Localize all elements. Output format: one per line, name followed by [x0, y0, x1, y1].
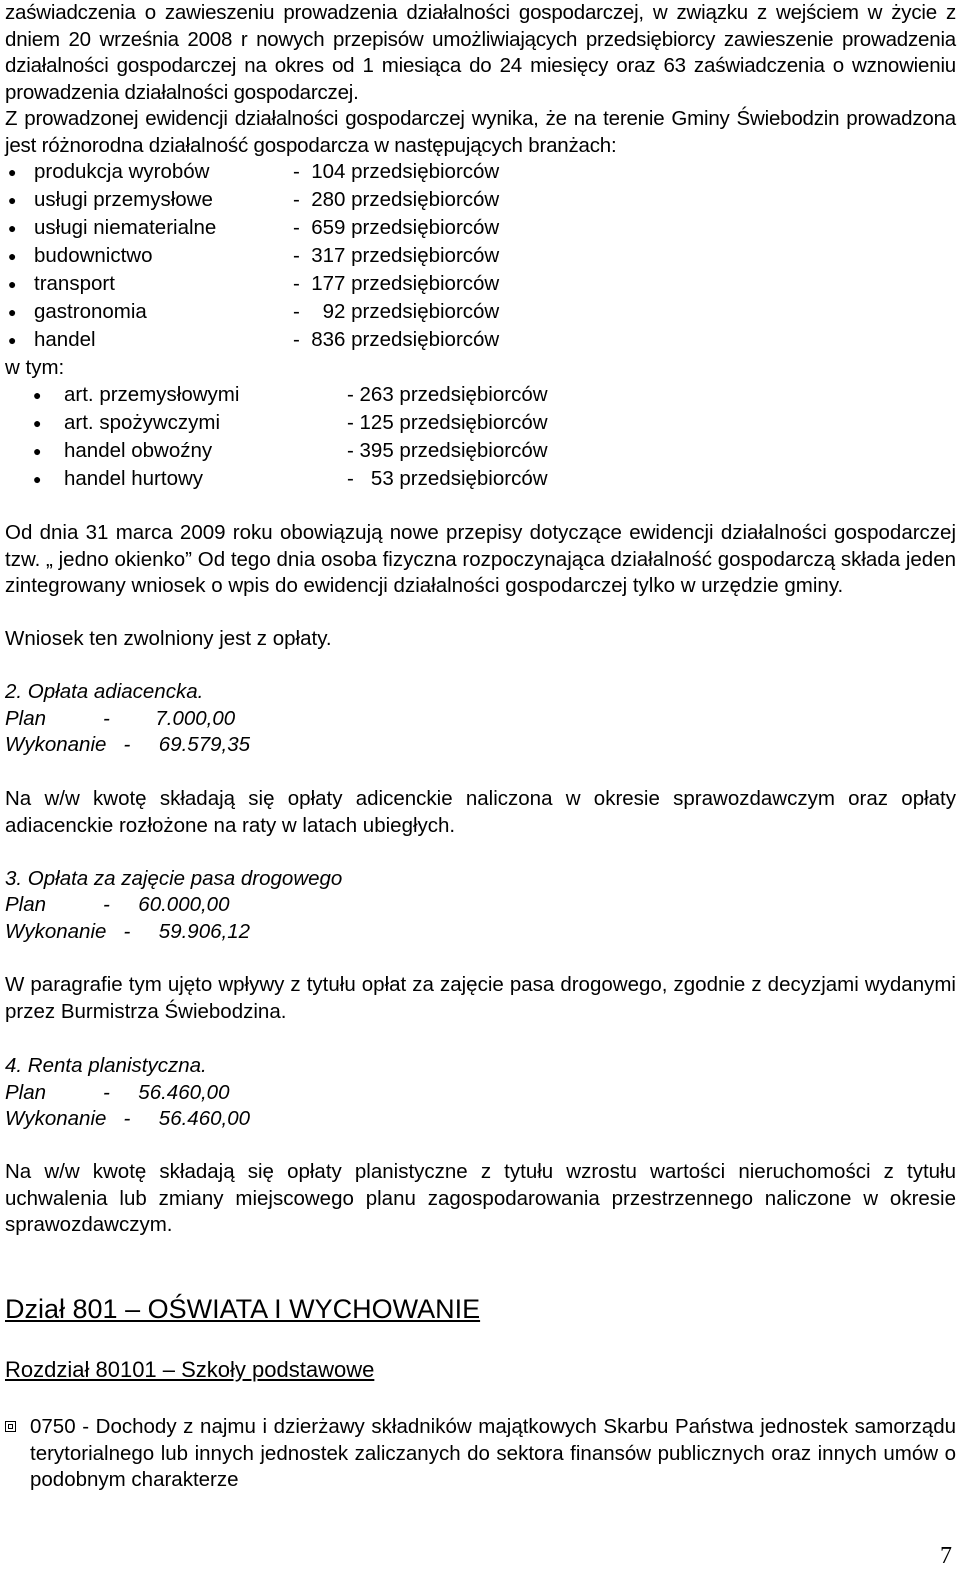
section2-title: 2. Opłata adiacencka. — [5, 680, 204, 703]
section2-plan: Plan - 7.000,00 — [5, 707, 236, 730]
branch-name: usługi przemysłowe — [34, 188, 213, 211]
w-tym-label: w tym: — [5, 356, 65, 379]
branch-count: - 317 przedsiębiorców — [293, 244, 500, 267]
branch-count: - 177 przedsiębiorców — [293, 272, 500, 295]
list-item — [5, 409, 956, 437]
intro-paragraph-branches: Z prowadzonej ewidencji działalności gospodarczej wynika, że na terenie Gminy Świebodzin prowadzona jest różnorodna działalność gospodarcza w następujących branżach: — [5, 107, 956, 157]
list-item — [5, 298, 956, 326]
dzial-heading: Dział 801 – OŚWIATA I WYCHOWANIE — [5, 1294, 481, 1324]
sub-branch-count: - 395 przedsiębiorców — [347, 439, 548, 462]
section3-title: 3. Opłata za zajęcie pasa drogowego — [5, 867, 343, 890]
list-item — [5, 437, 956, 465]
branch-name: usługi niematerialne — [34, 216, 217, 239]
list-item — [5, 465, 956, 493]
branch-count: - 659 przedsiębiorców — [293, 216, 500, 239]
branch-name: handel — [34, 328, 96, 351]
branch-name: transport — [34, 272, 115, 295]
branch-name: gastronomia — [34, 300, 147, 323]
income-item-0750 — [5, 1414, 956, 1494]
section3-execution: Wykonanie - 59.906,12 — [5, 920, 250, 943]
list-item — [5, 186, 956, 214]
sub-branch-name: handel obwoźny — [64, 439, 213, 462]
bullet-icon: ● — [8, 332, 17, 348]
sub-branch-name: art. przemysłowymi — [64, 383, 240, 406]
page-number: 7 — [940, 1543, 952, 1569]
section4-plan: Plan - 56.460,00 — [5, 1081, 230, 1104]
sub-branch-count: - 263 przedsiębiorców — [347, 383, 548, 406]
list-item — [5, 242, 956, 270]
sub-branch-count: - 125 przedsiębiorców — [347, 411, 548, 434]
list-item — [5, 158, 956, 186]
sub-branch-count: - 53 przedsiębiorców — [347, 467, 548, 490]
section4-title: 4. Renta planistyczna. — [5, 1054, 207, 1077]
registration-paragraph: Od dnia 31 marca 2009 roku obowiązują nowe przepisy dotyczące ewidencji działalności gospodarczej tzw. „ jedno okienko” Od tego dnia osoba fizyczna rozpoczynająca działalność gospodarczą składa jeden zintegrowany wniosek o wpis do ewidencji działalności gospodarczej tylko w urzędzie gminy. — [5, 521, 956, 597]
list-item — [5, 381, 956, 409]
bullet-icon: ● — [33, 415, 42, 431]
bullet-icon: ● — [33, 387, 42, 403]
section2-execution: Wykonanie - 69.579,35 — [5, 733, 250, 756]
list-item — [5, 270, 956, 298]
list-item — [5, 214, 956, 242]
sub-branch-list — [5, 381, 956, 493]
list-item — [5, 326, 956, 354]
rozdzial-heading: Rozdział 80101 – Szkoły podstawowe — [5, 1357, 375, 1382]
section4-execution: Wykonanie - 56.460,00 — [5, 1107, 250, 1130]
bullet-icon: ● — [8, 248, 17, 264]
bullet-icon: ● — [8, 192, 17, 208]
section4-description: Na w/w kwotę składają się opłaty planistyczne z tytułu wzrostu wartości nieruchomości z tytułu uchwalenia lub zmiany miejscowego planu zagospodarowania przestrzennego naliczone w okresie sprawozdawczym. — [5, 1160, 956, 1236]
section2-description: Na w/w kwotę składają się opłaty adicenckie naliczona w okresie sprawozdawczym oraz opłaty adiacenckie rozłożone na raty w latach ubiegłych. — [5, 787, 956, 837]
branch-name: produkcja wyrobów — [34, 160, 210, 183]
branch-count: - 104 przedsiębiorców — [293, 160, 500, 183]
bullet-icon: ● — [33, 471, 42, 487]
branch-count: - 836 przedsiębiorców — [293, 328, 500, 351]
bullet-icon: ● — [8, 220, 17, 236]
bullet-icon: ● — [33, 443, 42, 459]
bullet-icon: ● — [8, 276, 17, 292]
section3-description: W paragrafie tym ujęto wpływy z tytułu opłat za zajęcie pasa drogowego, zgodnie z decyzjami wydanymi przez Burmistrza Świebodzina. — [5, 973, 956, 1023]
branch-name: budownictwo — [34, 244, 153, 267]
intro-paragraph-suspension: zaświadczenia o zawieszeniu prowadzenia działalności gospodarczej, w związku z wejściem w życie z dniem 20 września 2008 r nowych przepisów umożliwiających przedsiębiorcy zawieszenie prowadzenia działalności gospodarczej na okres od 1 miesiąca do 24 miesięcy oraz 63 zaświadczenia o wznowieniu prowadzenia działalności gospodarczej. — [5, 1, 956, 104]
bullet-icon: ● — [8, 304, 17, 320]
section3-plan: Plan - 60.000,00 — [5, 893, 230, 916]
branch-list — [5, 158, 956, 354]
branch-count: - 92 przedsiębiorców — [293, 300, 500, 323]
branch-count: - 280 przedsiębiorców — [293, 188, 500, 211]
income-item-text: 0750 - Dochody z najmu i dzierżawy składników majątkowych Skarbu Państwa jednostek samorządu terytorialnego lub innych jednostek zaliczanych do sektora finansów publicznych oraz innych umów o podobnym charakterze — [30, 1415, 956, 1491]
fee-exemption-text: Wniosek ten zwolniony jest z opłaty. — [5, 627, 332, 650]
sub-branch-name: art. spożywczymi — [64, 411, 221, 434]
sub-branch-name: handel hurtowy — [64, 467, 204, 490]
square-bullet-icon — [5, 1421, 16, 1432]
bullet-icon: ● — [8, 164, 17, 180]
